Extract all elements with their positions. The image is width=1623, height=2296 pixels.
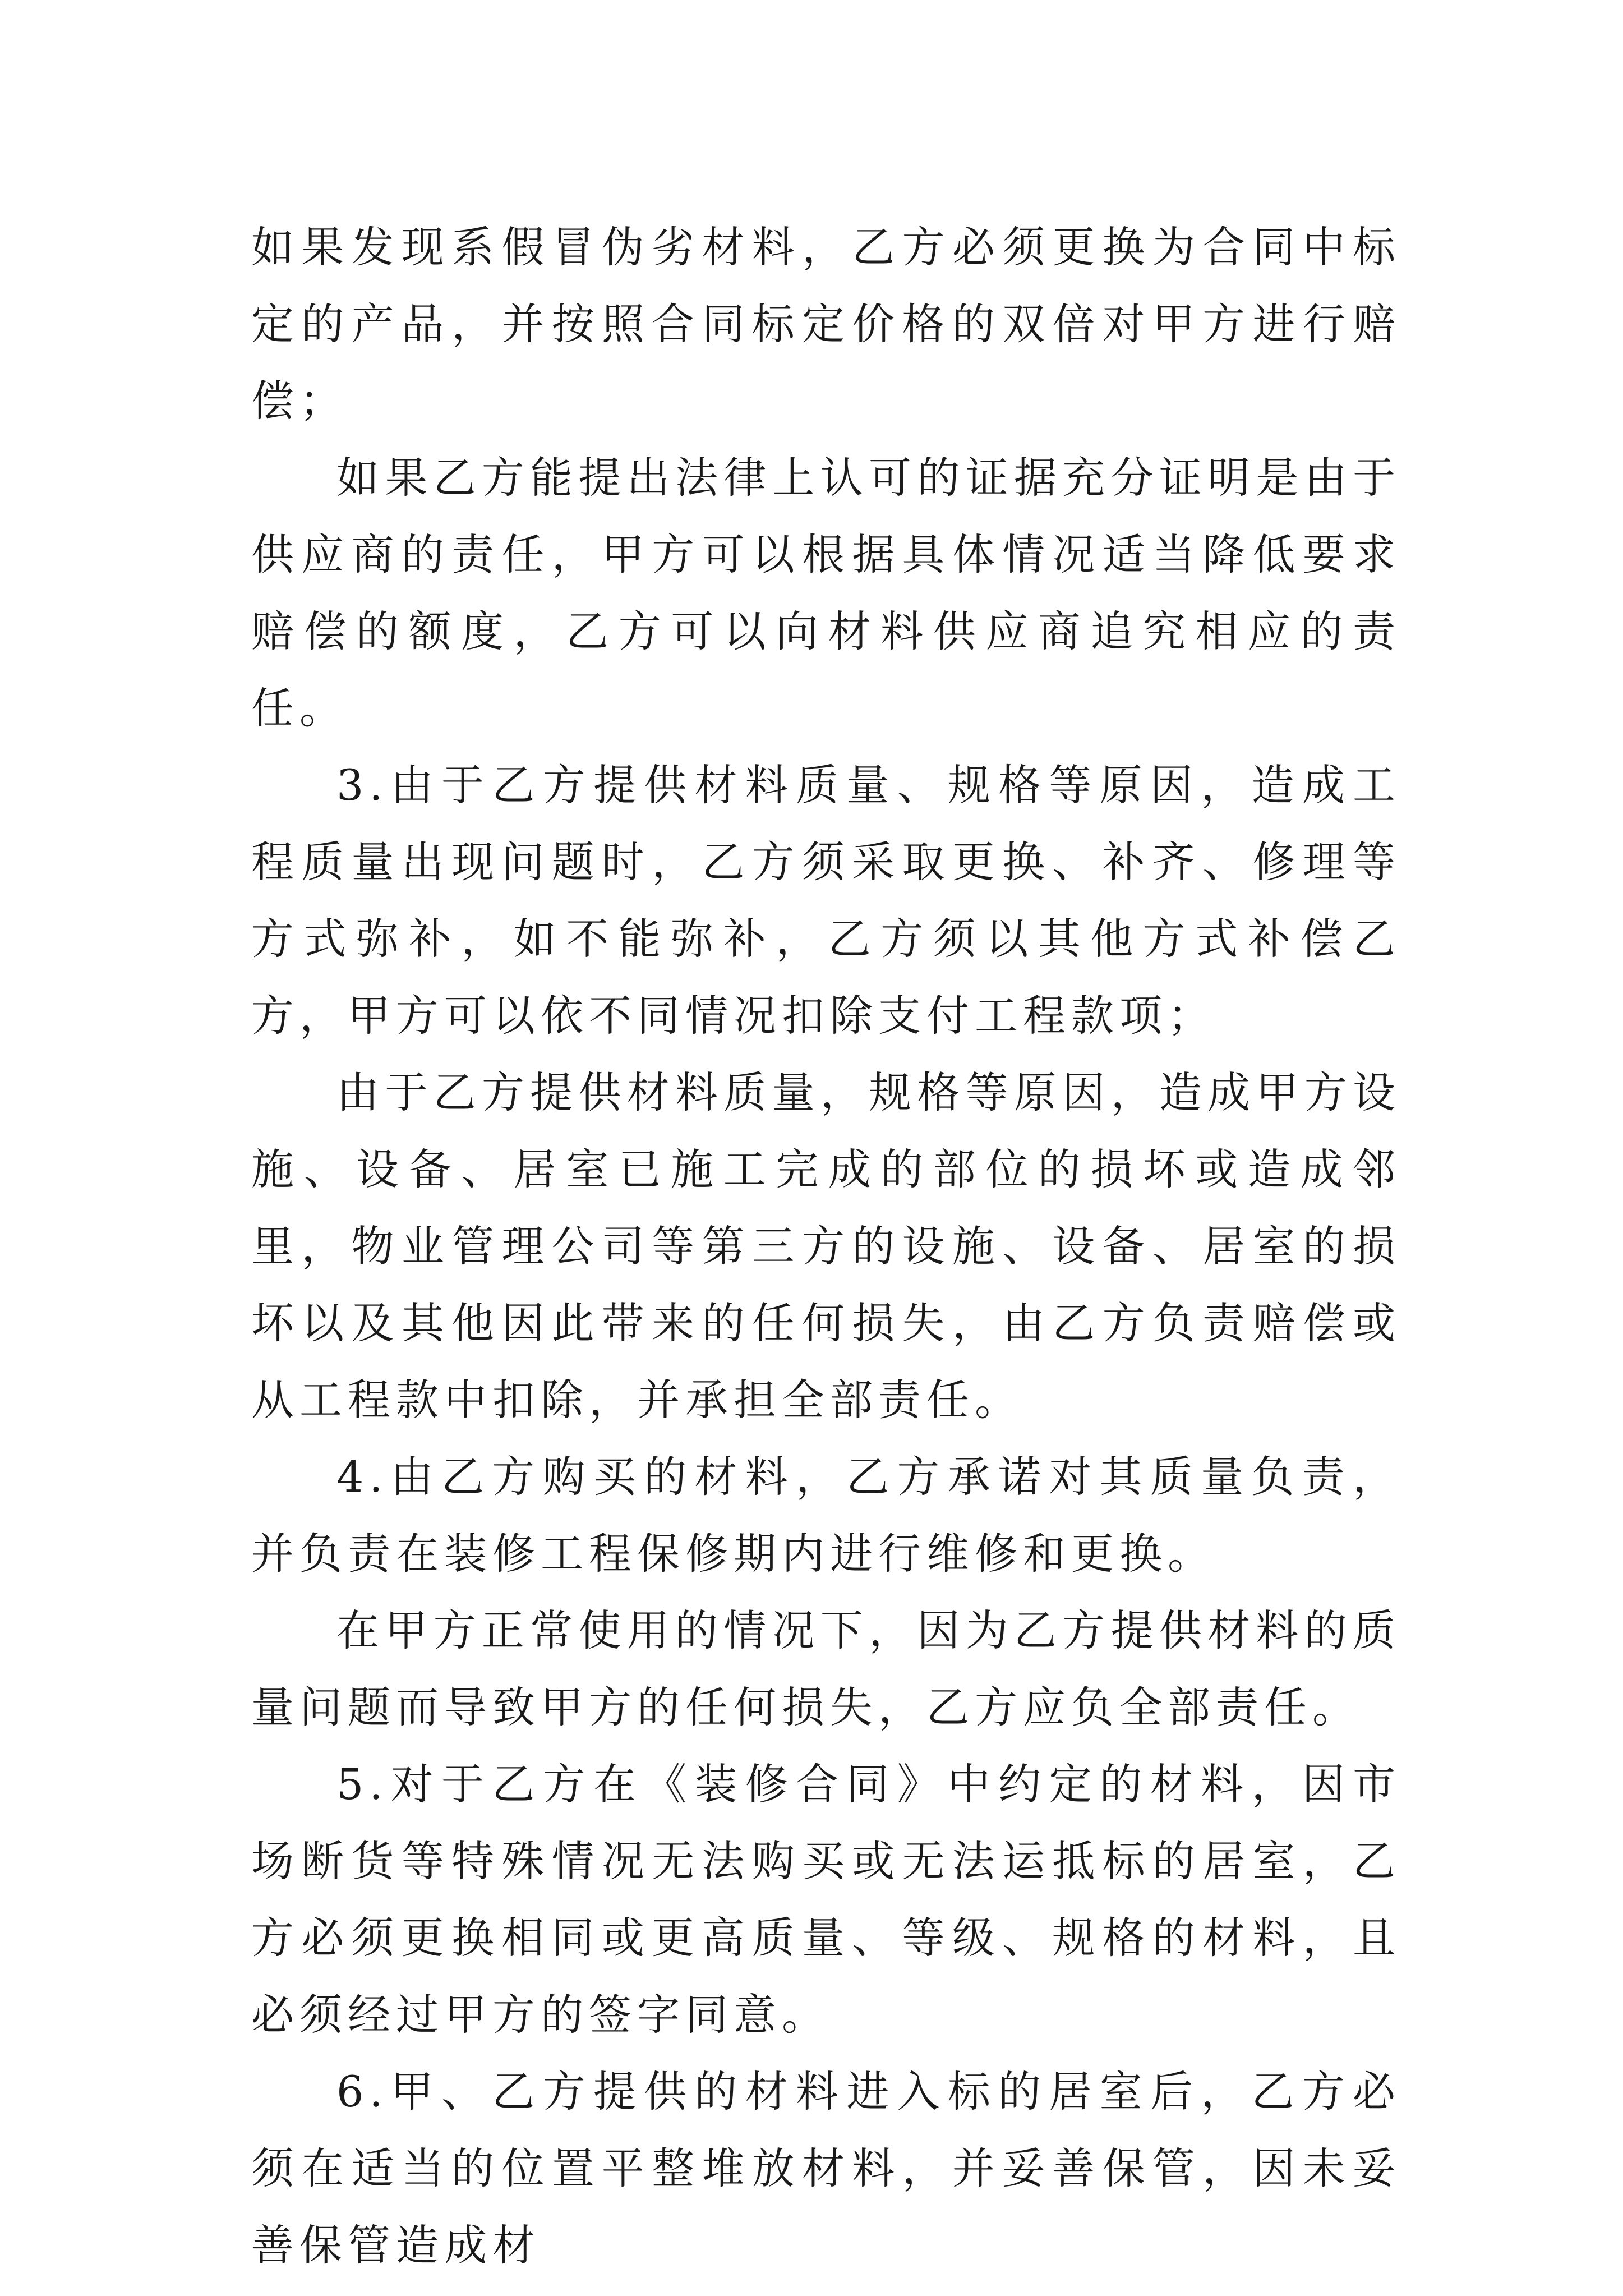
paragraph-7: 5.对于乙方在《装修合同》中约定的材料，因市场断货等特殊情况无法购买或无法运抵标的居室，乙方必须更换相同或更高质量、等级、规格的材料，且必须经过甲方的签字同意。	[251, 1759, 1401, 2040]
paragraph-6: 在甲方正常使用的情况下，因为乙方提供材料的质量问题而导致甲方的任何损失，乙方应负全部责任。	[251, 1605, 1401, 1732]
paragraph-5: 4.由乙方购买的材料，乙方承诺对其质量负责，并负责在装修工程保修期内进行维修和更换。	[251, 1452, 1401, 1579]
paragraph-4: 由于乙方提供材料质量，规格等原因，造成甲方设施、设备、居室已施工完成的部位的损坏或造成邻里，物业管理公司等第三方的设施、设备、居室的损坏以及其他因此带来的任何损失，由乙方负责赔偿或从工程款中扣除，并承担全部责任。	[251, 1068, 1401, 1425]
paragraph-2: 如果乙方能提出法律上认可的证据充分证明是由于供应商的责任，甲方可以根据具体情况适当降低要求赔偿的额度，乙方可以向材料供应商追究相应的责任。	[251, 453, 1401, 733]
paragraph-3: 3.由于乙方提供材料质量、规格等原因，造成工程质量出现问题时，乙方须采取更换、补齐、修理等方式弥补，如不能弥补，乙方须以其他方式补偿乙方，甲方可以依不同情况扣除支付工程款项；	[251, 760, 1401, 1041]
paragraph-1: 如果发现系假冒伪劣材料，乙方必须更换为合同中标定的产品，并按照合同标定价格的双倍对甲方进行赔偿；	[251, 222, 1401, 426]
paragraph-8: 6.甲、乙方提供的材料进入标的居室后，乙方必须在适当的位置平整堆放材料，并妥善保管，因未妥善保管造成材	[251, 2067, 1401, 2270]
document-body	[251, 209, 1401, 2284]
